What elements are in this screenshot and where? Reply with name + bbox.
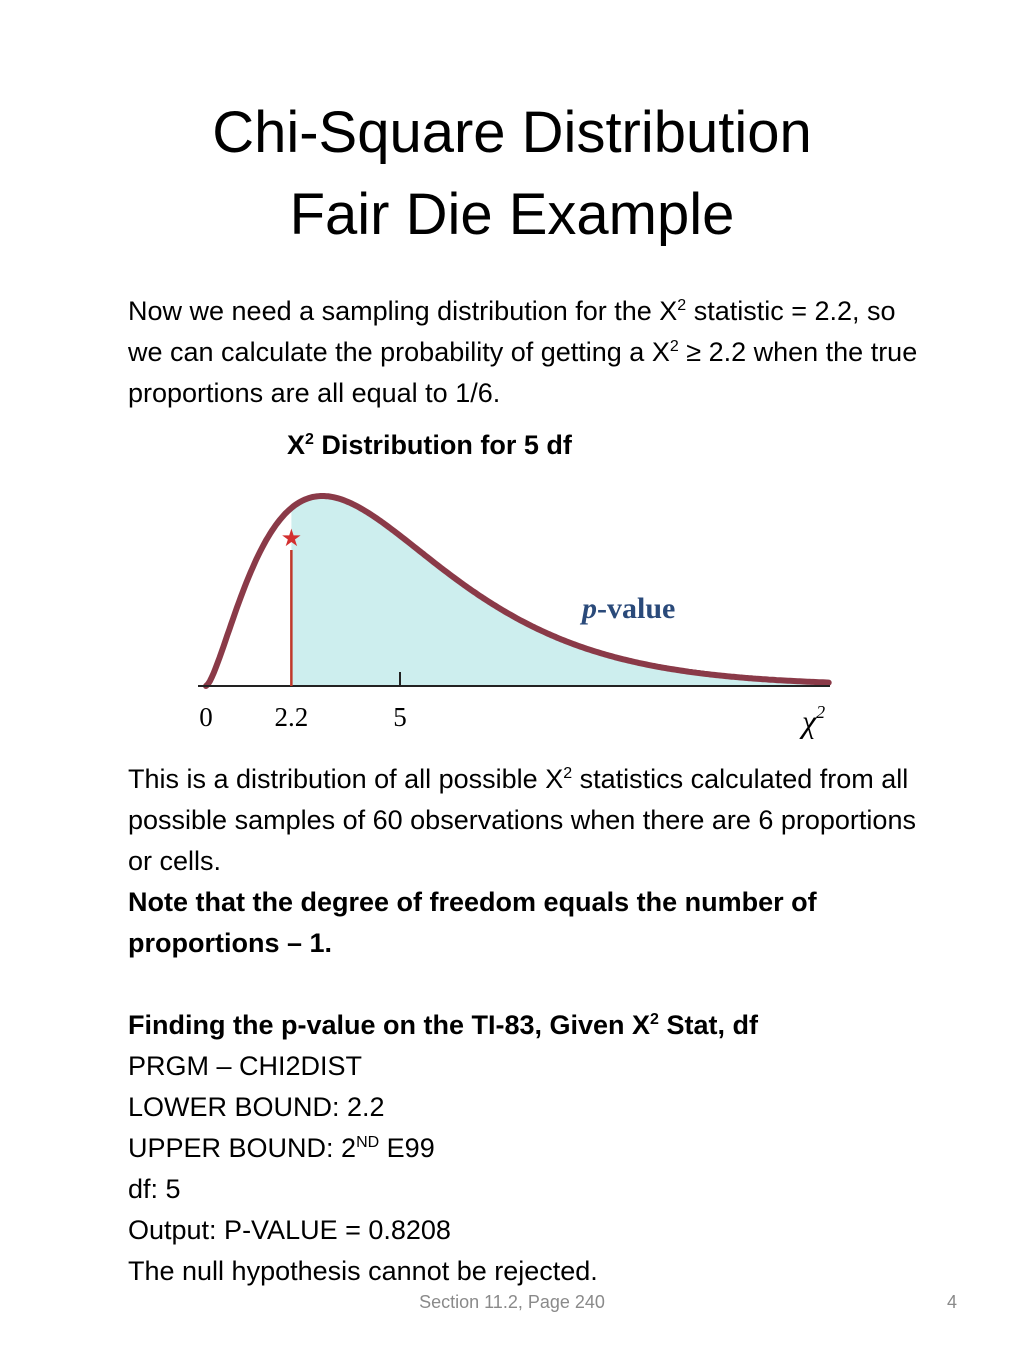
steps-heading-text-1: Finding the p-value on the TI-83, Given X — [128, 1010, 651, 1040]
intro-text-3: ≥ 2.2 when the true proportions are all equal to 1/6. — [128, 337, 918, 408]
p-value-label-rest: -value — [597, 592, 676, 625]
intro-sup-2: 2 — [669, 338, 679, 355]
step-lower-bound: LOWER BOUND: 2.2 — [128, 1092, 385, 1122]
x-axis-label-chi: χ — [802, 703, 817, 739]
chi-square-chart — [130, 478, 860, 748]
step-output: Output: P-VALUE = 0.8208 — [128, 1215, 451, 1245]
description-sup: 2 — [563, 765, 573, 782]
chart-title-rest: Distribution for 5 df — [313, 430, 572, 460]
chart-title — [287, 430, 572, 461]
steps-heading-sup: 2 — [650, 1011, 659, 1028]
title-line-1: Chi-Square Distribution — [212, 100, 812, 165]
chart-title-x: X — [287, 430, 306, 460]
x-tick-label-5: 5 — [393, 702, 407, 732]
step-upper-sup: ND — [356, 1134, 380, 1151]
step-upper-bound — [128, 1128, 928, 1169]
footer-source: Section 11.2, Page 240 — [419, 1292, 605, 1312]
description-paragraph — [128, 759, 928, 964]
p-value-label-italic: p — [582, 592, 597, 625]
p-value-area — [291, 496, 828, 686]
title-line-2: Fair Die Example — [289, 182, 735, 247]
page-number: 4 — [947, 1292, 958, 1312]
description-text-1: This is a distribution of all possible X — [128, 764, 564, 794]
x-tick-label-2-2: 2.2 — [274, 702, 309, 732]
star-icon: ★ — [280, 524, 303, 552]
steps-heading-text-2: Stat, df — [658, 1010, 758, 1040]
x-axis-label-sup: 2 — [816, 702, 826, 722]
intro-sup-1: 2 — [677, 297, 687, 314]
step-df: df: 5 — [128, 1174, 181, 1204]
step-prgm: PRGM – CHI2DIST — [128, 1051, 363, 1081]
slide-title — [0, 92, 1024, 256]
step-conclusion: The null hypothesis cannot be rejected. — [128, 1256, 598, 1286]
calculator-steps — [128, 1005, 928, 1292]
intro-text-1: Now we need a sampling distribution for the X — [128, 296, 678, 326]
chart-title-sup: 2 — [305, 431, 314, 448]
description-note: Note that the degree of freedom equals the number of proportions – 1. — [128, 887, 817, 958]
steps-heading — [128, 1005, 928, 1046]
x-tick-label-0: 0 — [199, 702, 213, 732]
step-upper-text-1: UPPER BOUND: 2 — [128, 1133, 357, 1163]
step-upper-text-2: E99 — [379, 1133, 435, 1163]
intro-paragraph — [128, 291, 928, 414]
x-axis-label — [799, 702, 825, 739]
intro-text-2: statistic = 2.2, so we can calculate the probability of getting a X — [128, 296, 896, 367]
p-value-label — [579, 592, 675, 625]
description-text-2: statistics calculated from all possible samples of 60 observations when there are 6 proportions or cells. — [128, 764, 916, 876]
